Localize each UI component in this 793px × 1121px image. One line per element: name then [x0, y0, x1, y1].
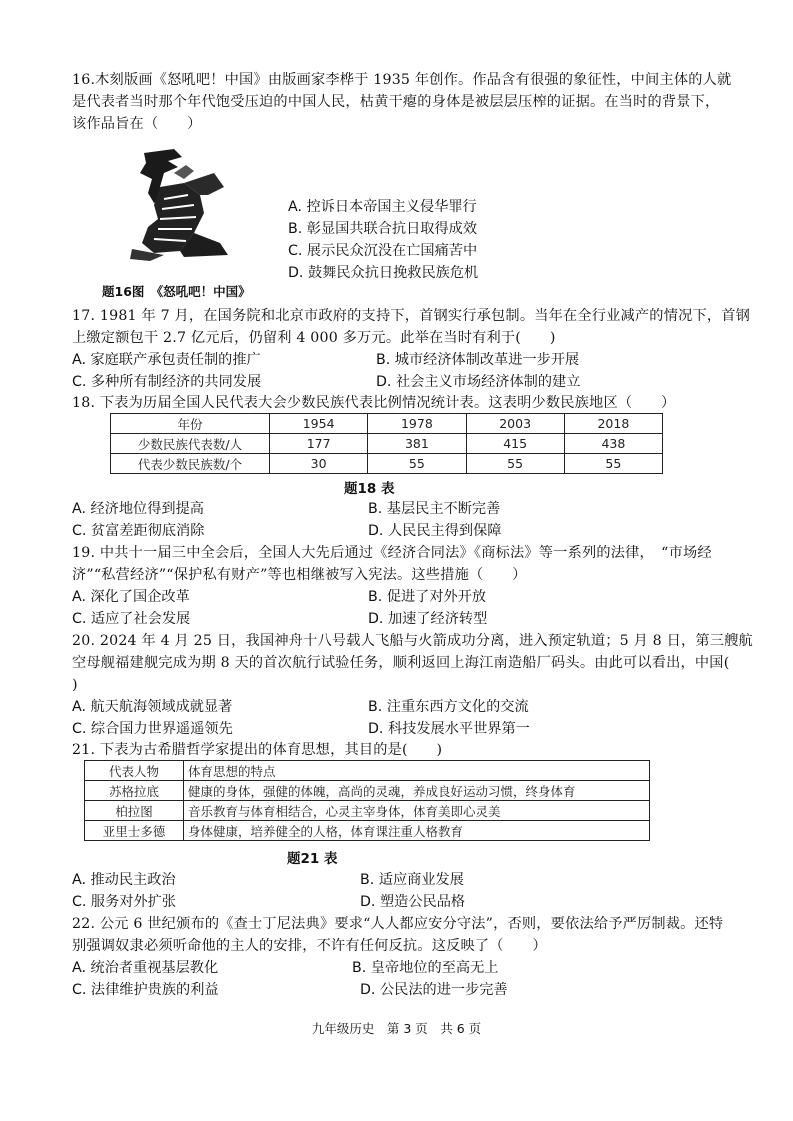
q22-stem-line2: 别强调奴隶必须听命他的主人的安排，不许有任何反抗。这反映了（ ）	[72, 938, 547, 954]
table-cell: 音乐教育与体育相结合，心灵主宰身体，体育美即心灵美	[184, 801, 650, 821]
table-cell: 苏格拉底	[85, 781, 184, 801]
q18-option-b[interactable]: B. 基层民主不断完善	[368, 501, 501, 517]
q16-option-d[interactable]: D. 鼓舞民众抗日挽救民族危机	[288, 265, 479, 281]
q16-stem-line2: 是代表者当时那个年代饱受压迫的中国人民，枯黄干瘪的身体是被层层压榨的证据。在当时的背景下，	[72, 94, 720, 110]
q21-table-caption: 题21 表	[287, 851, 338, 867]
q18-option-c[interactable]: C. 贫富差距彻底消除	[72, 523, 205, 539]
table-header-cell: 年份	[111, 414, 270, 434]
q19-stem-line2: 济”“私营经济”“保护私有财产”等也相继被写入宪法。这些措施（ ）	[72, 567, 527, 583]
q17-option-d[interactable]: D. 社会主义市场经济体制的建立	[376, 374, 581, 390]
table-row	[85, 781, 650, 801]
q18-option-a[interactable]: A. 经济地位得到提高	[72, 501, 204, 517]
q20-stem-line1: 20. 2024 年 4 月 25 日，我国神舟十八号载人飞船与火箭成功分离，进入预定轨道；5 月 8 日，第三艘航	[72, 633, 753, 649]
q16-option-a[interactable]: A. 控诉日本帝国主义侵华罪行	[288, 199, 477, 215]
q17-stem-line2: 上缴定额包干 2.7 亿元后，仍留利 4 000 多万元。此举在当时有利于( )	[72, 330, 556, 346]
q16-stem-line3: 该作品旨在（ ）	[72, 116, 202, 132]
table-header-cell: 2018	[564, 414, 662, 434]
q20-stem-line3: )	[72, 677, 78, 693]
q18-table-caption: 题18 表	[344, 481, 395, 497]
q22-stem-line1: 22. 公元 6 世纪颁布的《查士丁尼法典》要求“人人都应安分守法”，否则，要依法给予严厉制裁。还特	[72, 916, 724, 932]
table-cell: 381	[368, 434, 466, 454]
table-cell: 代表少数民族数/个	[111, 454, 270, 474]
q19-stem-line1: 19. 中共十一届三中全会后，全国人大先后通过《经济合同法》《商标法》等一系列的法律， “市场经	[72, 545, 712, 561]
table-header-cell: 体育思想的特点	[184, 761, 650, 781]
table-cell: 55	[368, 454, 466, 474]
table-header-cell: 1954	[270, 414, 368, 434]
q20-option-d[interactable]: D. 科技发展水平世界第一	[368, 721, 530, 737]
table-cell: 55	[564, 454, 662, 474]
table-header-cell: 2003	[466, 414, 564, 434]
table-cell: 177	[270, 434, 368, 454]
q22-option-b[interactable]: B. 皇帝地位的至高无上	[352, 960, 499, 976]
q22-option-a[interactable]: A. 统治者重视基层教化	[72, 960, 219, 976]
q16-option-b[interactable]: B. 彰显国共联合抗日取得成效	[288, 221, 478, 237]
q19-option-c[interactable]: C. 适应了社会发展	[72, 611, 191, 627]
table-row	[85, 821, 650, 841]
table-cell: 健康的身体，强健的体魄，高尚的灵魂，养成良好运动习惯，终身体育	[184, 781, 650, 801]
q17-stem-line1: 17. 1981 年 7 月，在国务院和北京市政府的支持下，首钢实行承包制。当年在全行业减产的情况下，首钢	[72, 308, 751, 324]
q21-option-c[interactable]: C. 服务对外扩张	[72, 894, 177, 910]
table-cell: 亚里士多德	[85, 821, 184, 841]
q21-option-d[interactable]: D. 塑造公民品格	[360, 894, 466, 910]
q21-option-b[interactable]: B. 适应商业发展	[360, 872, 464, 888]
q18-table	[110, 413, 663, 474]
q19-option-d[interactable]: D. 加速了经济转型	[368, 611, 488, 627]
q21-table	[84, 760, 650, 841]
q16-option-c[interactable]: C. 展示民众沉没在亡国痛苦中	[288, 243, 478, 259]
q19-option-a[interactable]: A. 深化了国企改革	[72, 589, 190, 605]
q20-stem-line2: 空母舰福建舰完成为期 8 天的首次航行试验任务，顺利返回上海江南造船厂码头。由此可以看出，中国(	[72, 655, 730, 671]
table-row	[85, 761, 650, 781]
q16-stem-line1: 16.木刻版画《怒吼吧！中国》由版画家李桦于 1935 年创作。作品含有很强的象征性，中间主体的人就	[72, 72, 732, 88]
q22-option-c[interactable]: C. 法律维护贵族的利益	[72, 982, 219, 998]
table-row	[111, 434, 663, 454]
table-cell: 30	[270, 454, 368, 474]
q18-stem-line1: 18. 下表为历届全国人民代表大会少数民族代表比例情况统计表。这表明少数民族地区（ ）	[72, 395, 676, 411]
table-header-cell: 1978	[368, 414, 466, 434]
q20-option-b[interactable]: B. 注重东西方文化的交流	[368, 699, 529, 715]
table-cell: 身体健康，培养健全的人格，体育课注重人格教育	[184, 821, 650, 841]
q20-option-c[interactable]: C. 综合国力世界遥遥领先	[72, 721, 233, 737]
q21-option-a[interactable]: A. 推动民主政治	[72, 872, 176, 888]
q20-option-a[interactable]: A. 航天航海领域成就显著	[72, 699, 233, 715]
table-cell: 55	[466, 454, 564, 474]
table-row	[111, 454, 663, 474]
q21-stem-line1: 21. 下表为古希腊哲学家提出的体育思想，其目的是( )	[72, 742, 443, 758]
q17-option-a[interactable]: A. 家庭联产承包责任制的推广	[72, 352, 261, 368]
table-cell: 438	[564, 434, 662, 454]
table-cell: 柏拉图	[85, 801, 184, 821]
table-row	[111, 414, 663, 434]
page-footer: 九年级历史 第 3 页 共 6 页	[311, 1021, 482, 1036]
q19-option-b[interactable]: B. 促进了对外开放	[368, 589, 487, 605]
q22-option-d[interactable]: D. 公民法的进一步完善	[360, 982, 508, 998]
q17-option-c[interactable]: C. 多种所有制经济的共同发展	[72, 374, 262, 390]
woodcut-roar-china-image	[124, 143, 244, 263]
table-header-cell: 代表人物	[85, 761, 184, 781]
table-cell: 少数民族代表数/人	[111, 434, 270, 454]
q16-figure-caption: 题16图 《怒吼吧！中国》	[102, 284, 251, 299]
table-row	[85, 801, 650, 821]
q17-option-b[interactable]: B. 城市经济体制改革进一步开展	[376, 352, 580, 368]
table-cell: 415	[466, 434, 564, 454]
q18-option-d[interactable]: D. 人民民主得到保障	[368, 523, 502, 539]
